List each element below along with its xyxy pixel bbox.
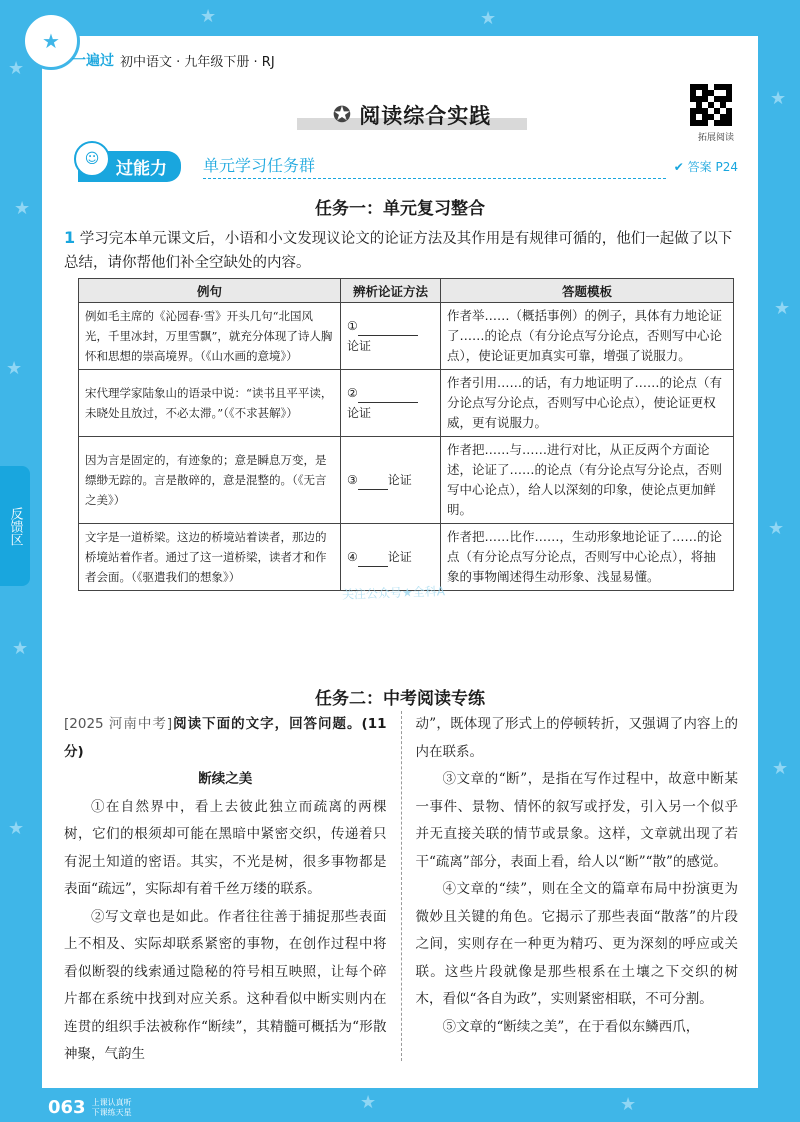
method-suffix: 论证 [387, 550, 412, 564]
page-title-text: 阅读综合实践 [359, 104, 492, 128]
left-column [64, 711, 387, 1061]
method-suffix: 论证 [347, 339, 372, 353]
workbook-page [42, 29, 758, 1118]
task2-title: 任务二：中考阅读专练 [315, 689, 485, 709]
paragraph: ⑤文章的“断续之美”，在于看似东鳞西爪， [442, 1018, 700, 1035]
section-band [78, 152, 738, 180]
paragraph: ④文章的“续”，则在全文的篇章布局中扮演更为微妙且关键的角色。它揭示了那些表面“散落”的片段之间，实则存在一种更为精巧、更为深刻的呼应或关联。这些片段就像是那些根系在土壤之下交织的树木，看似“各自为政”，实则紧密相联，不可分割。 [415, 881, 738, 1007]
example-cell: 例如毛主席的《沁园春·雪》开头几句“北国风光，千里冰封，万里雪飘”，就充分体现了诗人胸怀和思想的崇高境界。（《山水画的意境》） [79, 303, 341, 370]
blank-number: ③ [347, 473, 358, 487]
page-title [297, 100, 527, 130]
method-cell [341, 303, 441, 370]
mascot-logo-icon: ★ [22, 12, 80, 70]
example-cell: 因为言是固定的，有迹象的；意是瞬息万变，是缥缈无踪的。言是散碎的，意是混整的。（《无言之美》） [79, 437, 341, 524]
star-icon: ★ [480, 8, 497, 29]
paragraph: 动”，既体现了形式上的停顿转折，又强调了内容上的内在联系。 [415, 716, 738, 760]
star-icon: ★ [8, 818, 25, 839]
star-icon: ★ [8, 58, 25, 79]
example-cell: 宋代理学家陆象山的语录中说：“读书且平平读，未晓处且放过，不必太滞。”（《不求甚解》） [79, 370, 341, 437]
answer-reference: ✔ 答案 P24 [673, 159, 738, 174]
star-icon: ★ [620, 1094, 637, 1115]
exam-source: [2025 河南中考] [64, 716, 173, 732]
method-suffix: 论证 [347, 406, 372, 420]
table-row [79, 370, 734, 437]
method-cell [341, 370, 441, 437]
table-row [79, 437, 734, 524]
qr-label: 拓展阅读 [697, 133, 734, 143]
star-icon: ★ [14, 198, 31, 219]
task1-title: 任务一：单元复习整合 [315, 199, 485, 219]
slogan-line: 下课练天星 [91, 1107, 132, 1117]
reading-passage [64, 711, 738, 1061]
table-header: 答题模板 [441, 279, 734, 303]
mascot-icon: ☺ [74, 141, 110, 177]
star-icon: ★ [774, 298, 791, 319]
instruction-text: 阅读下面的文字，回答问题。(11 分) [64, 716, 387, 760]
paragraph: ③文章的“断”，是指在写作过程中，故意中断某一事件、景物、情怀的叙写或抒发，引入另一个似乎并无直接关联的情节或景象。这样，文章就出现了若干“疏离”部分，表面上看，给人以“断”“散”的感觉。 [415, 771, 738, 870]
brand-name: 一遍过 [72, 53, 114, 69]
slogan-line: 上课认真听 [91, 1097, 132, 1107]
question-1 [64, 226, 736, 275]
star-icon: ★ [12, 638, 29, 659]
question-text: 学习完本单元课文后，小语和小文发现议论文的论证方法及其作用是有规律可循的，他们一起做了以下总结，请你帮他们补全空缺处的内容。 [64, 231, 733, 271]
argument-methods-table [78, 278, 734, 591]
section-badge [78, 151, 181, 182]
blank-number: ① [347, 319, 358, 333]
paragraph: ①在自然界中，看上去彼此独立而疏离的两棵树，它们的根须却可能在黑暗中紧密交织，传递着只有泥土知道的密语。其实，不光是树，很多事物都是表面“疏远”，实际却有着千丝万缕的联系。 [64, 798, 387, 897]
table-row [79, 524, 734, 591]
qr-code-icon[interactable] [690, 84, 732, 126]
method-cell [341, 524, 441, 591]
template-cell: 作者把……与……进行对比，从正反两个方面论述，论证了……的论点（有分论点写分论点，否则写中心论点），给人以深刻的印象，使论点更加鲜明。 [441, 437, 734, 524]
series-title: 初中语文 · 九年级下册 · RJ [120, 54, 275, 70]
answer-blank[interactable] [358, 389, 418, 403]
method-cell [341, 437, 441, 524]
answer-reference-text: 答案 P24 [687, 159, 738, 174]
answer-blank[interactable] [358, 322, 418, 336]
star-icon: ★ [6, 358, 23, 379]
template-cell: 作者引用……的话，有力地证明了……的论点（有分论点写分论点，否则写中心论点），使论证更权威，更有说服力。 [441, 370, 734, 437]
section-subtitle: 单元学习任务群 [203, 153, 666, 179]
table-header: 辨析论证方法 [341, 279, 441, 303]
feedback-tab[interactable] [0, 466, 30, 586]
paragraph: ②写文章也是如此。作者往往善于捕捉那些表面上不相及、实际却联系紧密的事物，在创作过程中将看似断裂的线索通过隐秘的符号相互映照，让每个碎片都在系统中找到对应关系。这种看似中断实则内在连贯的组织手法被称作“断续”，其精髓可概括为“形散神聚，气韵生 [64, 908, 387, 1062]
answer-blank[interactable] [358, 553, 388, 567]
star-icon: ★ [768, 518, 785, 539]
table-header: 例句 [79, 279, 341, 303]
series-header [72, 50, 275, 70]
right-column [416, 711, 739, 1061]
footer-slogan [92, 1098, 132, 1118]
watermark: 关注公众号★全科A [341, 584, 446, 602]
question-number: 1 [64, 228, 76, 247]
reading-instruction [64, 711, 387, 766]
section-badge-label: 过能力 [116, 158, 167, 179]
star-icon: ★ [770, 88, 787, 109]
blank-number: ④ [347, 550, 358, 564]
column-divider [401, 711, 402, 1061]
star-icon: ★ [772, 758, 789, 779]
page-number: 063 [48, 1097, 86, 1118]
star-icon: ★ [360, 1092, 377, 1113]
page-number-footer [48, 1097, 132, 1118]
star-icon: ★ [200, 6, 217, 27]
answer-blank[interactable] [358, 476, 388, 490]
example-cell: 文字是一道桥梁。这边的桥境站着读者，那边的桥境站着作者。通过了这一道桥梁，读者才和作者会面。（《驱遣我们的想象》） [79, 524, 341, 591]
feedback-tab-label: 反馈区 [7, 506, 23, 546]
template-cell: 作者举……（概括事例）的例子，具体有力地论证了……的论点（有分论点写分论点，否则写中心论点），使论证更加真实可靠，增强了说服力。 [441, 303, 734, 370]
blank-number: ② [347, 386, 358, 400]
star-badge-icon: ✪ [332, 102, 352, 128]
table-row [79, 303, 734, 370]
article-title: 断续之美 [198, 771, 253, 787]
method-suffix: 论证 [387, 473, 412, 487]
template-cell: 作者把……比作……，生动形象地论证了……的论点（有分论点写分论点，否则写中心论点），将抽象的事物阐述得生动形象、浅显易懂。 [441, 524, 734, 591]
